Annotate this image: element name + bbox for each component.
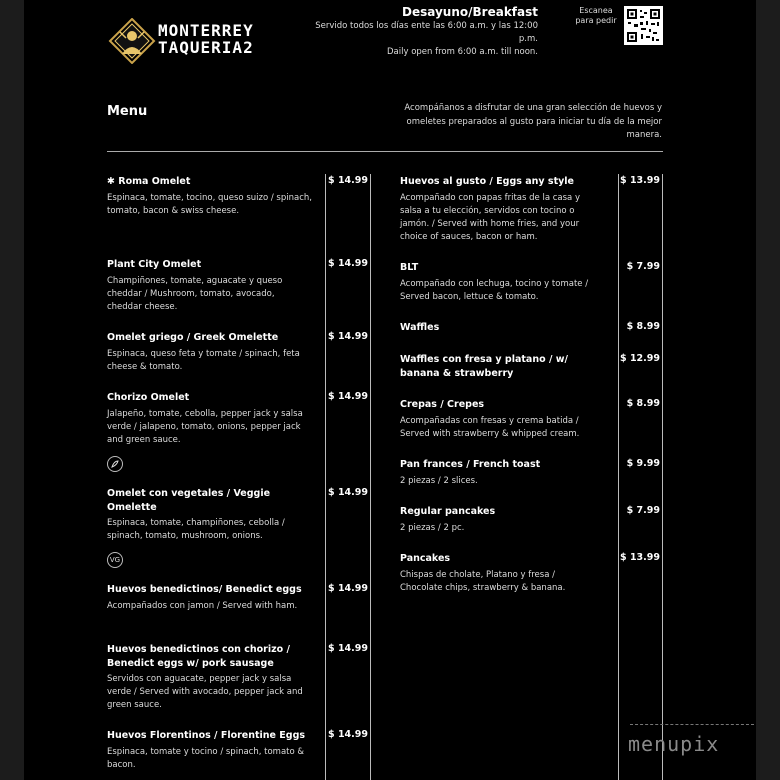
menu-item xyxy=(400,175,600,244)
hours-spanish-cont: p.m. xyxy=(518,34,538,44)
menu-item xyxy=(400,505,600,535)
item-name: Omelet con vegetales / Veggie Omelette xyxy=(107,488,271,513)
left-margin-band xyxy=(0,0,24,780)
qr-code-icon[interactable] xyxy=(624,6,663,45)
item-name: Plant City Omelet xyxy=(107,259,202,270)
menu-title: Menu xyxy=(107,104,148,119)
item-price: $ 13.99 xyxy=(620,552,660,563)
left-price-divider xyxy=(325,174,326,780)
item-price: $ 12.99 xyxy=(620,353,660,364)
brand-name xyxy=(158,22,254,56)
item-name: Chorizo Omelet xyxy=(107,392,190,403)
menu-item xyxy=(107,258,312,314)
menu-item xyxy=(107,583,312,613)
item-name: Huevos Florentinos / Florentine Eggs xyxy=(107,730,306,741)
menu-item xyxy=(400,261,600,304)
item-price: $ 7.99 xyxy=(626,261,660,272)
item-price: $ 9.99 xyxy=(626,458,660,469)
item-name: Pan frances / French toast xyxy=(400,459,541,470)
column-divider xyxy=(370,174,371,780)
brand-line-2: TAQUERIA2 xyxy=(158,38,254,57)
hours-english: Daily open from 6:00 a.m. till noon. xyxy=(387,47,538,57)
item-description: Servidos con aguacate, pepper jack y salsa verde / Served with avocado, pepper jack and green sauce. xyxy=(107,674,303,710)
item-name: Crepas / Crepes xyxy=(400,399,485,410)
item-price: $ 14.99 xyxy=(328,391,368,402)
menupix-watermark xyxy=(618,722,768,772)
item-name: Waffles xyxy=(400,322,440,333)
watermark-text: menupix xyxy=(628,732,720,756)
item-name: BLT xyxy=(400,262,419,273)
item-description: Espinaca, queso feta y tomate / spinach, feta cheese & tomato. xyxy=(107,348,300,372)
right-margin-band xyxy=(756,0,780,780)
item-price: $ 14.99 xyxy=(328,487,368,498)
menu-item xyxy=(400,552,600,595)
item-description: Acompañado con papas fritas de la casa y salsa a tu elección, servidos con tocino o jamón. / Served with home fries, and your choice of sauces, bacon or ham. xyxy=(400,192,580,242)
item-description: Jalapeño, tomate, cebolla, pepper jack y salsa verde / jalapeno, tomato, onions, pepper jack and green sauce. xyxy=(107,408,303,445)
item-name: Huevos benedictinos con chorizo / Benedict eggs w/ pork sausage xyxy=(107,644,290,669)
item-price: $ 14.99 xyxy=(328,643,368,654)
item-description: 2 piezas / 2 slices. xyxy=(400,475,478,486)
scan-to-order-label: Escanea para pedir xyxy=(575,6,617,25)
menu-item xyxy=(400,321,600,335)
menu-item xyxy=(400,353,600,380)
menu-item xyxy=(107,729,312,772)
item-name: Huevos benedictinos/ Benedict eggs xyxy=(107,584,302,595)
item-name: Regular pancakes xyxy=(400,506,496,517)
item-price: $ 14.99 xyxy=(328,331,368,342)
watermark-rule xyxy=(630,724,754,725)
menu-item xyxy=(107,175,312,218)
menu-item xyxy=(107,391,312,447)
item-description: Espinaca, tomate y tocino / spinach, tomato & bacon. xyxy=(107,746,305,770)
item-description: Acompañadas con fresas y crema batida / Served with strawberry & whipped cream. xyxy=(400,415,580,439)
item-price: $ 13.99 xyxy=(620,175,660,186)
item-name: Waffles con fresa y platano / w/ banana & strawberry xyxy=(400,354,568,379)
breakfast-header xyxy=(300,4,538,59)
menu-item xyxy=(400,458,600,488)
taqueria-logo-icon xyxy=(108,18,156,64)
item-description: Espinaca, tomate, tocino, queso suizo / spinach, tomato, bacon & swiss cheese. xyxy=(107,192,312,216)
item-price: $ 14.99 xyxy=(328,258,368,269)
right-price-divider xyxy=(618,174,619,780)
item-description: Chispas de cholate, Platano y fresa / Chocolate chips, strawberry & banana. xyxy=(400,569,566,593)
item-price: $ 7.99 xyxy=(626,505,660,516)
menu-item xyxy=(107,643,312,712)
item-price: $ 14.99 xyxy=(328,175,368,186)
brand-line-1: MONTERREY xyxy=(158,21,254,40)
item-description: Acompañados con jamon / Served with ham. xyxy=(107,600,298,611)
menu-item xyxy=(107,331,312,374)
hours-spanish: Servido todos los días ente las 6:00 a.m. y las 12:00 xyxy=(315,21,538,31)
item-name: Omelet griego / Greek Omelette xyxy=(107,332,279,343)
item-description: Acompañado con lechuga, tocino y tomate / Served bacon, lettuce & tomato. xyxy=(400,278,589,302)
item-description: Espinaca, tomate, champiñones, cebolla / spinach, tomato, mushroom, onions. xyxy=(107,518,285,541)
item-name: ✱ Roma Omelet xyxy=(107,176,191,187)
item-name: Huevos al gusto / Eggs any style xyxy=(400,176,574,187)
item-price: $ 14.99 xyxy=(328,729,368,740)
vegetarian-badge: VG xyxy=(107,552,123,568)
breakfast-title: Desayuno/Breakfast xyxy=(402,5,538,19)
menu-intro-text: Acompáñanos a disfrutar de una gran selección de huevos y omeletes preparados al gusto para iniciar tu día de la mejor manera. xyxy=(404,103,662,140)
item-price: $ 8.99 xyxy=(626,398,660,409)
item-name: Pancakes xyxy=(400,553,451,564)
item-description: Champiñones, tomate, aguacate y queso cheddar / Mushroom, tomato, avocado, cheddar cheese. xyxy=(107,275,283,312)
menu-item xyxy=(107,487,312,543)
chili-icon xyxy=(107,456,123,472)
item-price: $ 8.99 xyxy=(626,321,660,332)
right-edge-divider xyxy=(662,174,663,780)
menu-item xyxy=(400,398,600,441)
item-price: $ 14.99 xyxy=(328,583,368,594)
item-description: 2 piezas / 2 pc. xyxy=(400,522,465,533)
header-divider xyxy=(107,151,663,152)
